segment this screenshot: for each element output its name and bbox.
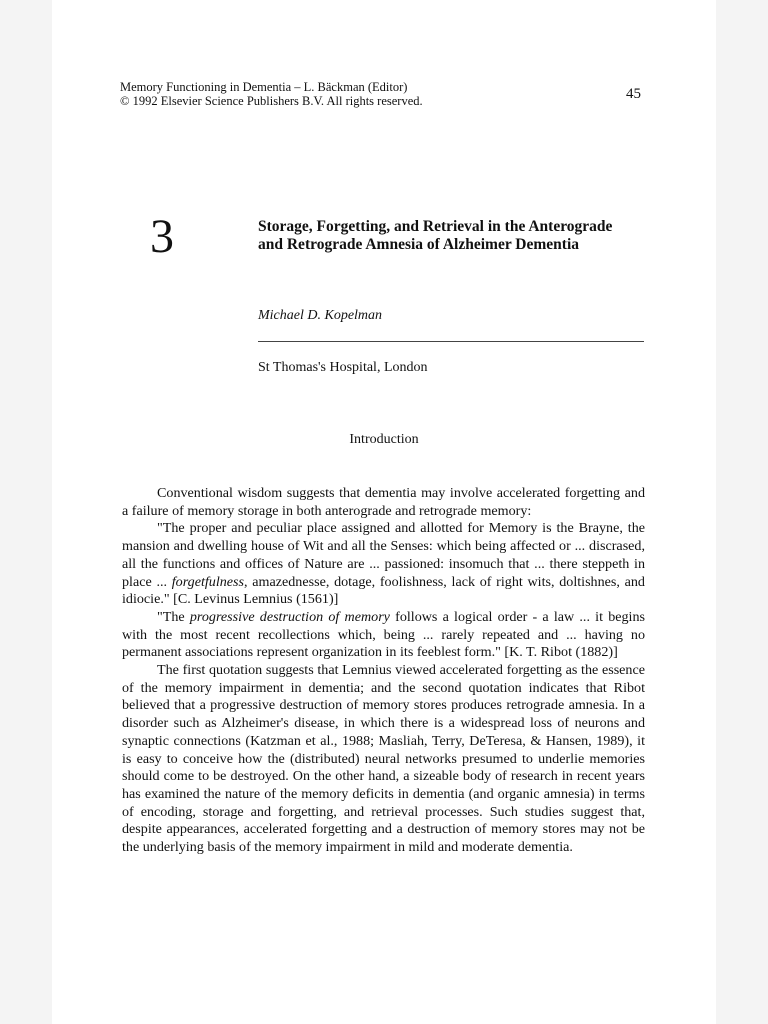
scan-margin-left xyxy=(0,0,52,1024)
italic-emphasis: progressive destruction of memory xyxy=(189,608,390,625)
running-head-book-line: Memory Functioning in Dementia – L. Bäckman (Editor) xyxy=(120,80,408,94)
quote-text-start: "The xyxy=(157,608,190,625)
section-heading: Introduction xyxy=(349,432,419,447)
paragraph-4: The first quotation suggests that Lemnius viewed accelerated forgetting as the essence of the memory impairment in dementia; and the second quotation indicates that Ribot believed that a progressive destruction of memory stores produces retrograde amnesia. In a disorder such as Alzheimer's disease, in which there is a widespread loss of neurons and synaptic connections (Katzman et al., 1988; Masliah, Terry, DeTeresa, & Hansen, 1989), it is easy to conceive how the (distributed) neural networks presumed to underlie memories should come to be destroyed. On the other hand, a sizeable body of research in recent years has examined the nature of the memory deficits in dementia (and organic amnesia) in terms of encoding, storage and forgetting, and retrieval processes. Such studies suggest that, despite appearances, accelerated forgetting and a destruction of memory stores may not be the underlying basis of the memory impairment in mild and moderate dementia. xyxy=(122,662,645,856)
italic-emphasis: forgetfulness xyxy=(171,573,245,590)
chapter-number: 3 xyxy=(150,210,174,263)
running-head xyxy=(120,80,423,108)
paragraph-1: Conventional wisdom suggests that dementia may involve accelerated forgetting and a failure of memory storage in both anterograde and retrograde memory: xyxy=(122,485,645,519)
body-text xyxy=(122,485,645,857)
chapter-title: Storage, Forgetting, and Retrieval in the Anterograde and Retrograde Amnesia of Alzheimer Dementia xyxy=(258,218,613,253)
running-head-copyright-line: © 1992 Elsevier Science Publishers B.V. All rights reserved. xyxy=(120,94,423,108)
page-number: 45 xyxy=(626,86,641,102)
quote-text-end: follows a logical order - a law ... it begins with the most recent recollections which, being ... rarely repeated and ... having no permanent associations represent organization in its feeblest form." [K. T. Ribot (1882)] xyxy=(122,608,645,661)
quote-text: "The proper and peculiar place assigned and allotted for Memory is the Brayne, the mansion and dwelling house of Wit and all the Senses: which being affected or ... discrased, all the functions and offices of Nature are ... passioned: insomuch that ... there steppeth in place ... xyxy=(122,520,645,590)
paragraph-3-ribot-quote xyxy=(122,609,645,662)
author-name: Michael D. Kopelman xyxy=(258,308,383,323)
title-divider xyxy=(258,341,644,342)
author-affiliation: St Thomas's Hospital, London xyxy=(258,360,428,375)
quote-text-end: , amazednesse, dotage, foolishness, lack of right wits, doltishnes, and idiocie." [C. Levinus Lemnius (1561)] xyxy=(122,573,645,608)
paragraph-2-lemnius-quote xyxy=(122,520,645,609)
scan-margin-right xyxy=(716,0,768,1024)
